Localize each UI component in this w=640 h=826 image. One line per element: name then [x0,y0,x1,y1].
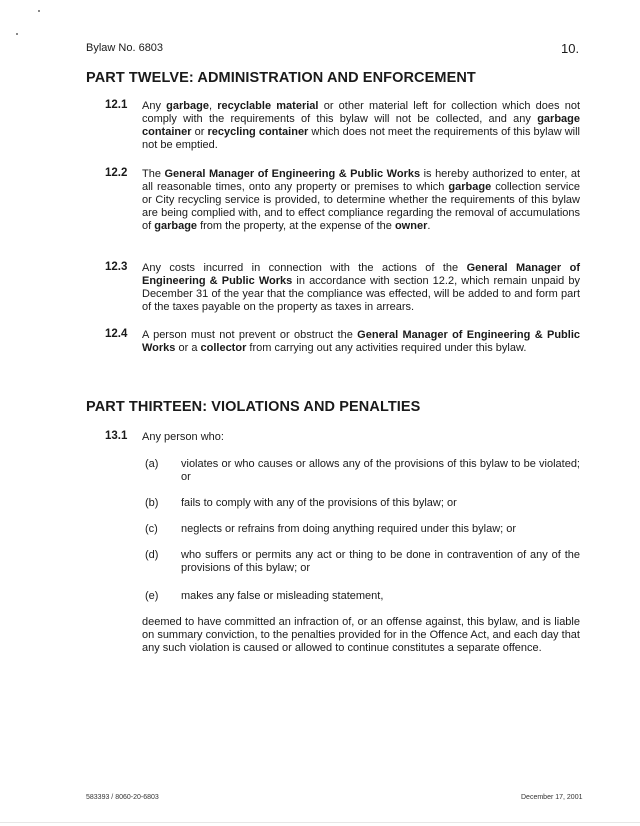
item-text: fails to comply with any of the provisions of this bylaw; or [181,497,457,509]
item-letter: (d) [145,549,159,561]
section-number: 12.3 [105,261,128,273]
section-12-2-text: The General Manager of Engineering & Public Works is hereby authorized to enter, at all reasonable times, onto any property or premises to which garbage collection service or City recycling service is provided, to determine whether the requirements of this bylaw are being complied with, and to effect compliance regarding the removal of accumulations of garbage from the property, at the expense of the owner. [142,168,581,232]
section-number: 13.1 [105,430,128,442]
section-number: 12.4 [105,328,128,340]
section-number: 12.2 [105,167,128,179]
scan-speck [38,10,40,12]
item-text: makes any false or misleading statement, [181,590,384,602]
section-13-1-closing: deemed to have committed an infraction of, or an offense against, this bylaw, and is liable on summary conviction, to the penalties provided for in the Offence Act, and each day that any such violation is caused or allowed to continue constitutes a separate offence. [142,616,580,654]
page-number: 10. [561,41,580,56]
document-reference: 583393 / 8060-20-6803 [86,794,159,801]
item-letter: (a) [145,458,159,470]
page-edge [0,822,640,823]
item-text: neglects or refrains from doing anything required under this bylaw; or [181,523,517,535]
item-text: violates or who causes or allows any of the provisions of this bylaw to be violated; or [181,458,580,483]
section-12-4-text: A person must not prevent or obstruct the General Manager of Engineering & Public Works or a collector from carrying out any activities required under this bylaw. [142,329,581,354]
item-text: who suffers or permits any act or thing to be done in contravention of any of the provisions of this bylaw; or [181,549,580,574]
section-12-1-text: Any garbage, recyclable material or other material left for collection which does not comply with the requirements of this bylaw will not be collected, and any garbage container or recycling container which does not meet the requirements of this bylaw will not be emptied. [142,100,580,151]
document-date: December 17, 2001 [521,794,583,801]
scan-speck [16,33,18,35]
item-letter: (b) [145,497,159,509]
bylaw-number: Bylaw No. 6803 [86,42,164,54]
part-twelve-heading: PART TWELVE: ADMINISTRATION AND ENFORCEMENT [86,70,476,86]
part-thirteen-heading: PART THIRTEEN: VIOLATIONS AND PENALTIES [86,399,421,415]
section-13-1-intro: Any person who: [142,431,224,443]
section-12-3-text: Any costs incurred in connection with the actions of the General Manager of Engineering & Public Works in accordance with section 12.2, which remain unpaid by December 31 of the year that the compliance was effected, will be added to and form part of the taxes payable on the property as taxes in arrears. [142,262,580,313]
item-letter: (e) [145,590,159,602]
item-letter: (c) [145,523,158,535]
section-number: 12.1 [105,99,128,111]
